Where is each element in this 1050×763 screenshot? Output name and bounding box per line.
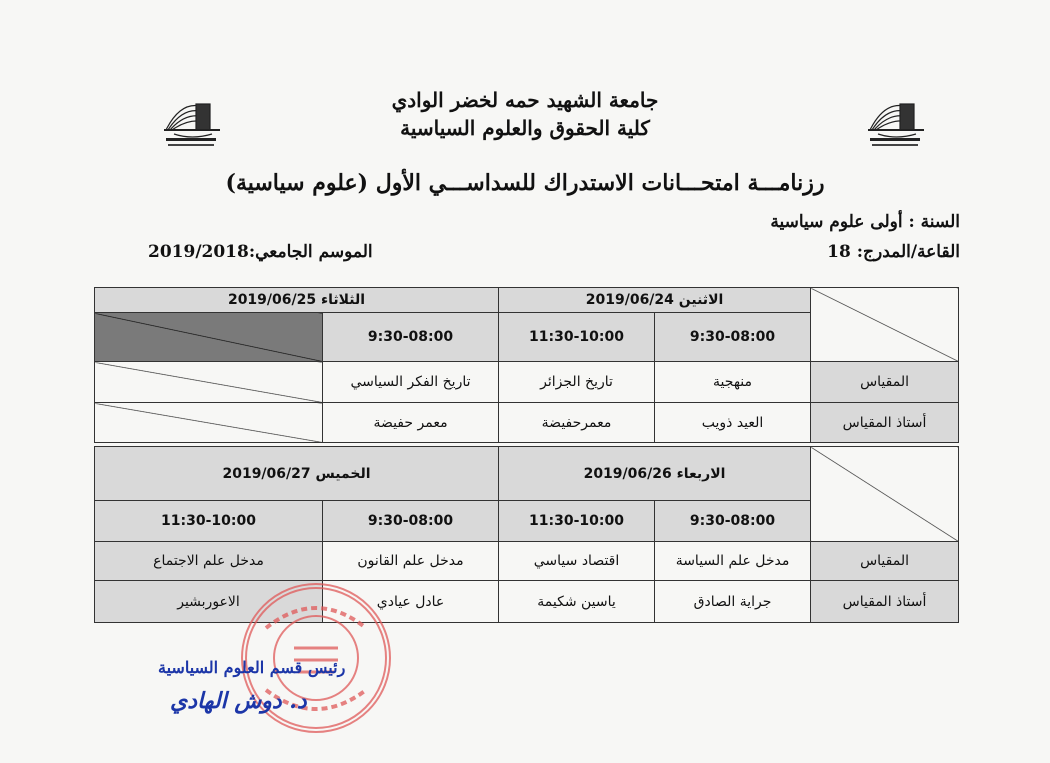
teacher-cell: ياسين شكيمة [499, 581, 655, 623]
teacher-cell: عادل عيادي [323, 581, 499, 623]
day-header: الثلاثاء 2019/06/25 [95, 288, 499, 313]
time-slot: 9:30-08:00 [655, 501, 811, 542]
row-label-teacher: أستاذ المقياس [811, 581, 959, 623]
schedule-table-week1 [94, 287, 959, 443]
module-cell: تاريخ الجزائر [499, 362, 655, 403]
module-cell: مدخل علم الاجتماع [95, 542, 323, 581]
module-cell: مدخل علم السياسة [655, 542, 811, 581]
teacher-cell: العيد ذويب [655, 403, 811, 443]
corner-diagonal-cell [811, 447, 959, 542]
signature-role: رئيس قسم العلوم السياسية [158, 658, 346, 677]
day-header: الاثنين 2019/06/24 [499, 288, 811, 313]
module-cell: منهجية [655, 362, 811, 403]
empty-hatched-cell [95, 362, 323, 403]
teacher-cell: معمرحفيضة [499, 403, 655, 443]
academic-season: الموسم الجامعي:2019/2018 [148, 242, 373, 262]
teacher-cell: جراية الصادق [655, 581, 811, 623]
time-slot: 9:30-08:00 [323, 313, 499, 362]
schedule-table-week2 [94, 446, 959, 623]
teacher-cell: معمر حفيضة [323, 403, 499, 443]
teacher-cell: الاعوربشير [95, 581, 323, 623]
row-label-module: المقياس [811, 362, 959, 403]
time-slot: 11:30-10:00 [499, 501, 655, 542]
signature-name: د. دوش الهادي [170, 688, 307, 714]
row-label-teacher: أستاذ المقياس [811, 403, 959, 443]
empty-hatched-cell [95, 313, 323, 362]
empty-hatched-cell [95, 403, 323, 443]
day-header: الاربعاء 2019/06/26 [499, 447, 811, 501]
university-name: جامعة الشهيد حمه لخضر الوادي [391, 88, 659, 112]
row-label-module: المقياس [811, 542, 959, 581]
time-slot: 9:30-08:00 [323, 501, 499, 542]
day-header: الخميس 2019/06/27 [95, 447, 499, 501]
time-slot: 9:30-08:00 [655, 313, 811, 362]
study-year: السنة : أولى علوم سياسية [770, 212, 960, 232]
page-title: رزنامـــة امتحـــانات الاستدراك للسداســـي الأول (علوم سياسية) [225, 170, 825, 196]
faculty-name: كلية الحقوق والعلوم السياسية [400, 116, 650, 140]
time-slot: 11:30-10:00 [95, 501, 323, 542]
time-slot: 11:30-10:00 [499, 313, 655, 362]
module-cell: تاريخ الفكر السياسي [323, 362, 499, 403]
module-cell: مدخل علم القانون [323, 542, 499, 581]
corner-diagonal-cell [811, 288, 959, 362]
exam-hall: القاعة/المدرج: 18 [827, 242, 960, 262]
module-cell: اقتصاد سياسي [499, 542, 655, 581]
